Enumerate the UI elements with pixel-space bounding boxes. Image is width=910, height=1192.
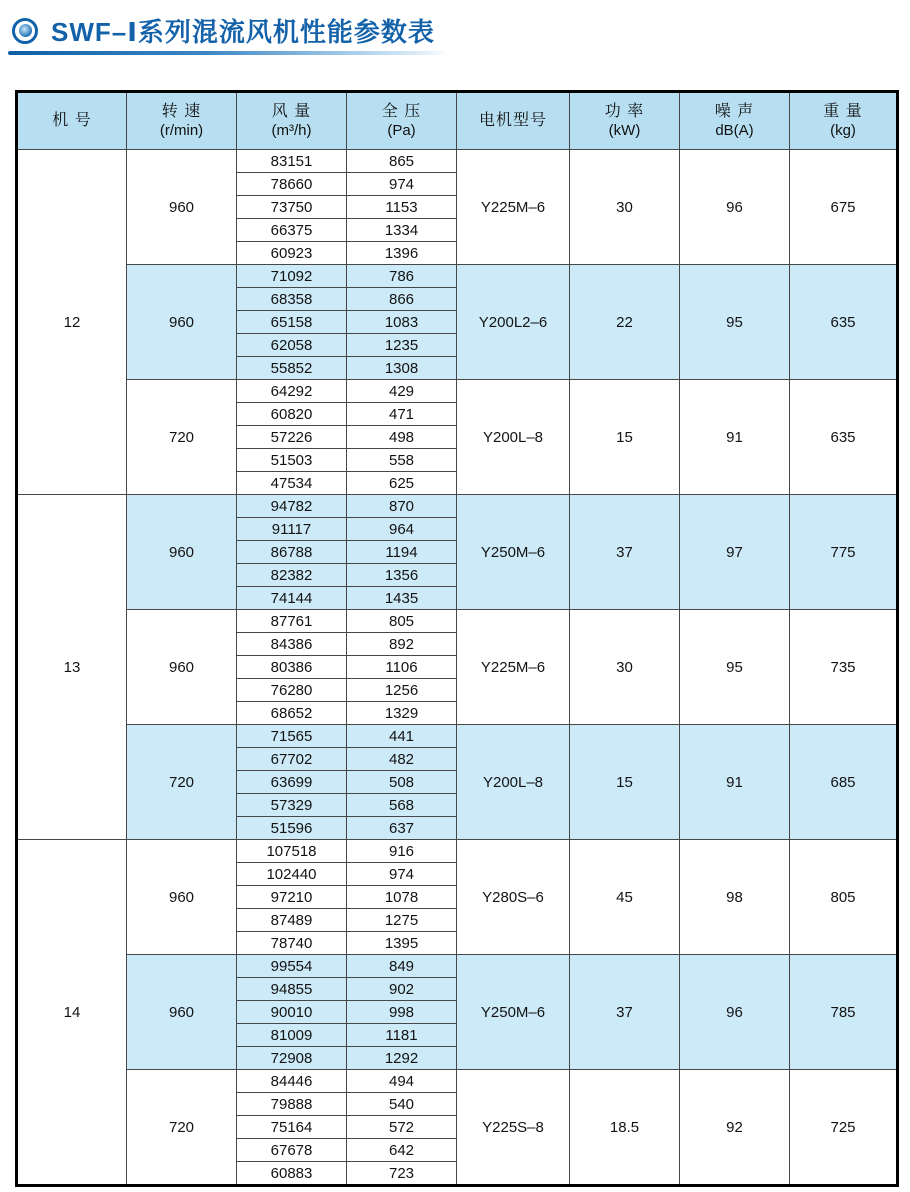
motor-cell: Y200L–8 [457,380,570,495]
model-cell: 12 [17,150,127,495]
header-noise-label: 噪 声 [714,102,755,120]
pressure-cell: 865 [347,150,457,173]
weight-cell: 805 [790,840,898,955]
noise-cell: 91 [680,380,790,495]
pressure-cell: 625 [347,472,457,495]
header-noise-unit: dB(A) [715,121,754,139]
weight-cell: 775 [790,495,898,610]
pressure-cell: 1356 [347,564,457,587]
motor-cell: Y225M–6 [457,610,570,725]
pressure-cell: 974 [347,173,457,196]
flow-cell: 67678 [237,1139,347,1162]
pressure-cell: 1153 [347,196,457,219]
pressure-cell: 1275 [347,909,457,932]
model-cell: 14 [17,840,127,1186]
flow-cell: 62058 [237,334,347,357]
weight-cell: 675 [790,150,898,265]
page-title: SWF–Ⅰ系列混流风机性能参数表 [51,17,435,47]
header-speed-unit: (r/min) [159,121,204,139]
header-pressure-unit: (Pa) [387,121,416,139]
flow-cell: 86788 [237,541,347,564]
power-cell: 15 [570,725,680,840]
flow-cell: 60820 [237,403,347,426]
flow-cell: 82382 [237,564,347,587]
power-cell: 30 [570,150,680,265]
header-power-unit: (kW) [608,121,641,139]
table-row [17,610,898,633]
table-row [17,380,898,403]
flow-cell: 91117 [237,518,347,541]
table-row [17,725,898,748]
motor-cell: Y250M–6 [457,495,570,610]
pressure-cell: 805 [347,610,457,633]
header-weight-unit: (kg) [830,121,856,139]
header-power-label: 功 率 [604,102,645,120]
motor-cell: Y200L2–6 [457,265,570,380]
flow-cell: 74144 [237,587,347,610]
header-speed-label: 转 速 [161,102,202,120]
flow-cell: 63699 [237,771,347,794]
pressure-cell: 471 [347,403,457,426]
noise-cell: 98 [680,840,790,955]
noise-cell: 97 [680,495,790,610]
power-cell: 15 [570,380,680,495]
flow-cell: 51596 [237,817,347,840]
header-power [570,92,680,150]
header-row [17,92,898,150]
flow-cell: 57329 [237,794,347,817]
bullseye-icon-core [19,24,32,37]
pressure-cell: 498 [347,426,457,449]
speed-cell: 960 [127,265,237,380]
power-cell: 45 [570,840,680,955]
table-row [17,265,898,288]
table-row [17,840,898,863]
pressure-cell: 1106 [347,656,457,679]
pressure-cell: 1235 [347,334,457,357]
flow-cell: 68358 [237,288,347,311]
pressure-cell: 1181 [347,1024,457,1047]
flow-cell: 51503 [237,449,347,472]
header-weight [790,92,898,150]
pressure-cell: 974 [347,863,457,886]
speed-cell: 720 [127,380,237,495]
header-pressure-label: 全 压 [381,102,422,120]
flow-cell: 64292 [237,380,347,403]
model-cell: 13 [17,495,127,840]
page-header [12,12,435,49]
power-cell: 37 [570,955,680,1070]
flow-cell: 90010 [237,1001,347,1024]
motor-cell: Y250M–6 [457,955,570,1070]
flow-cell: 71092 [237,265,347,288]
speed-cell: 720 [127,725,237,840]
noise-cell: 91 [680,725,790,840]
pressure-cell: 1329 [347,702,457,725]
weight-cell: 735 [790,610,898,725]
table-row [17,1070,898,1093]
weight-cell: 725 [790,1070,898,1186]
pressure-cell: 849 [347,955,457,978]
pressure-cell: 642 [347,1139,457,1162]
pressure-cell: 1308 [347,357,457,380]
pressure-cell: 1395 [347,932,457,955]
motor-cell: Y225M–6 [457,150,570,265]
pressure-cell: 786 [347,265,457,288]
header-pressure [347,92,457,150]
flow-cell: 75164 [237,1116,347,1139]
pressure-cell: 998 [347,1001,457,1024]
pressure-cell: 441 [347,725,457,748]
pressure-cell: 723 [347,1162,457,1186]
pressure-cell: 1083 [347,311,457,334]
flow-cell: 87761 [237,610,347,633]
header-speed [127,92,237,150]
speed-cell: 720 [127,1070,237,1186]
flow-cell: 73750 [237,196,347,219]
flow-cell: 107518 [237,840,347,863]
pressure-cell: 870 [347,495,457,518]
motor-cell: Y200L–8 [457,725,570,840]
noise-cell: 92 [680,1070,790,1186]
power-cell: 30 [570,610,680,725]
pressure-cell: 964 [347,518,457,541]
header-machine-no-label: 机 号 [52,112,92,129]
noise-cell: 96 [680,955,790,1070]
header-noise [680,92,790,150]
flow-cell: 60883 [237,1162,347,1186]
flow-cell: 87489 [237,909,347,932]
flow-cell: 79888 [237,1093,347,1116]
pressure-cell: 1435 [347,587,457,610]
title-underline [8,51,448,55]
power-cell: 22 [570,265,680,380]
pressure-cell: 866 [347,288,457,311]
header-motor-label: 电机型号 [478,112,547,129]
flow-cell: 57226 [237,426,347,449]
flow-cell: 81009 [237,1024,347,1047]
flow-cell: 71565 [237,725,347,748]
flow-cell: 78660 [237,173,347,196]
power-cell: 18.5 [570,1070,680,1186]
header-flow [237,92,347,150]
weight-cell: 635 [790,265,898,380]
noise-cell: 95 [680,265,790,380]
pressure-cell: 1078 [347,886,457,909]
flow-cell: 78740 [237,932,347,955]
flow-cell: 99554 [237,955,347,978]
speed-cell: 960 [127,610,237,725]
noise-cell: 95 [680,610,790,725]
header-weight-label: 重 量 [823,102,863,120]
flow-cell: 76280 [237,679,347,702]
flow-cell: 68652 [237,702,347,725]
pressure-cell: 1334 [347,219,457,242]
performance-table [15,90,899,1187]
flow-cell: 94855 [237,978,347,1001]
table-row [17,955,898,978]
flow-cell: 102440 [237,863,347,886]
pressure-cell: 916 [347,840,457,863]
table-row [17,495,898,518]
speed-cell: 960 [127,840,237,955]
flow-cell: 72908 [237,1047,347,1070]
header-machine-no [17,92,127,150]
pressure-cell: 494 [347,1070,457,1093]
header-flow-label: 风 量 [271,102,312,120]
speed-cell: 960 [127,955,237,1070]
flow-cell: 65158 [237,311,347,334]
flow-cell: 47534 [237,472,347,495]
weight-cell: 785 [790,955,898,1070]
pressure-cell: 568 [347,794,457,817]
pressure-cell: 1396 [347,242,457,265]
weight-cell: 685 [790,725,898,840]
pressure-cell: 637 [347,817,457,840]
flow-cell: 66375 [237,219,347,242]
flow-cell: 55852 [237,357,347,380]
pressure-cell: 429 [347,380,457,403]
motor-cell: Y225S–8 [457,1070,570,1186]
pressure-cell: 892 [347,633,457,656]
flow-cell: 80386 [237,656,347,679]
pressure-cell: 1256 [347,679,457,702]
table-row [17,150,898,173]
table-header [17,92,898,150]
pressure-cell: 508 [347,771,457,794]
header-flow-unit: (m³/h) [271,121,312,139]
flow-cell: 84446 [237,1070,347,1093]
pressure-cell: 558 [347,449,457,472]
flow-cell: 83151 [237,150,347,173]
flow-cell: 60923 [237,242,347,265]
bullseye-icon [12,18,38,44]
pressure-cell: 540 [347,1093,457,1116]
speed-cell: 960 [127,150,237,265]
speed-cell: 960 [127,495,237,610]
power-cell: 37 [570,495,680,610]
flow-cell: 67702 [237,748,347,771]
flow-cell: 84386 [237,633,347,656]
header-motor [457,92,570,150]
flow-cell: 97210 [237,886,347,909]
flow-cell: 94782 [237,495,347,518]
pressure-cell: 902 [347,978,457,1001]
motor-cell: Y280S–6 [457,840,570,955]
pressure-cell: 482 [347,748,457,771]
weight-cell: 635 [790,380,898,495]
table-body [17,150,898,1186]
pressure-cell: 572 [347,1116,457,1139]
pressure-cell: 1292 [347,1047,457,1070]
pressure-cell: 1194 [347,541,457,564]
noise-cell: 96 [680,150,790,265]
